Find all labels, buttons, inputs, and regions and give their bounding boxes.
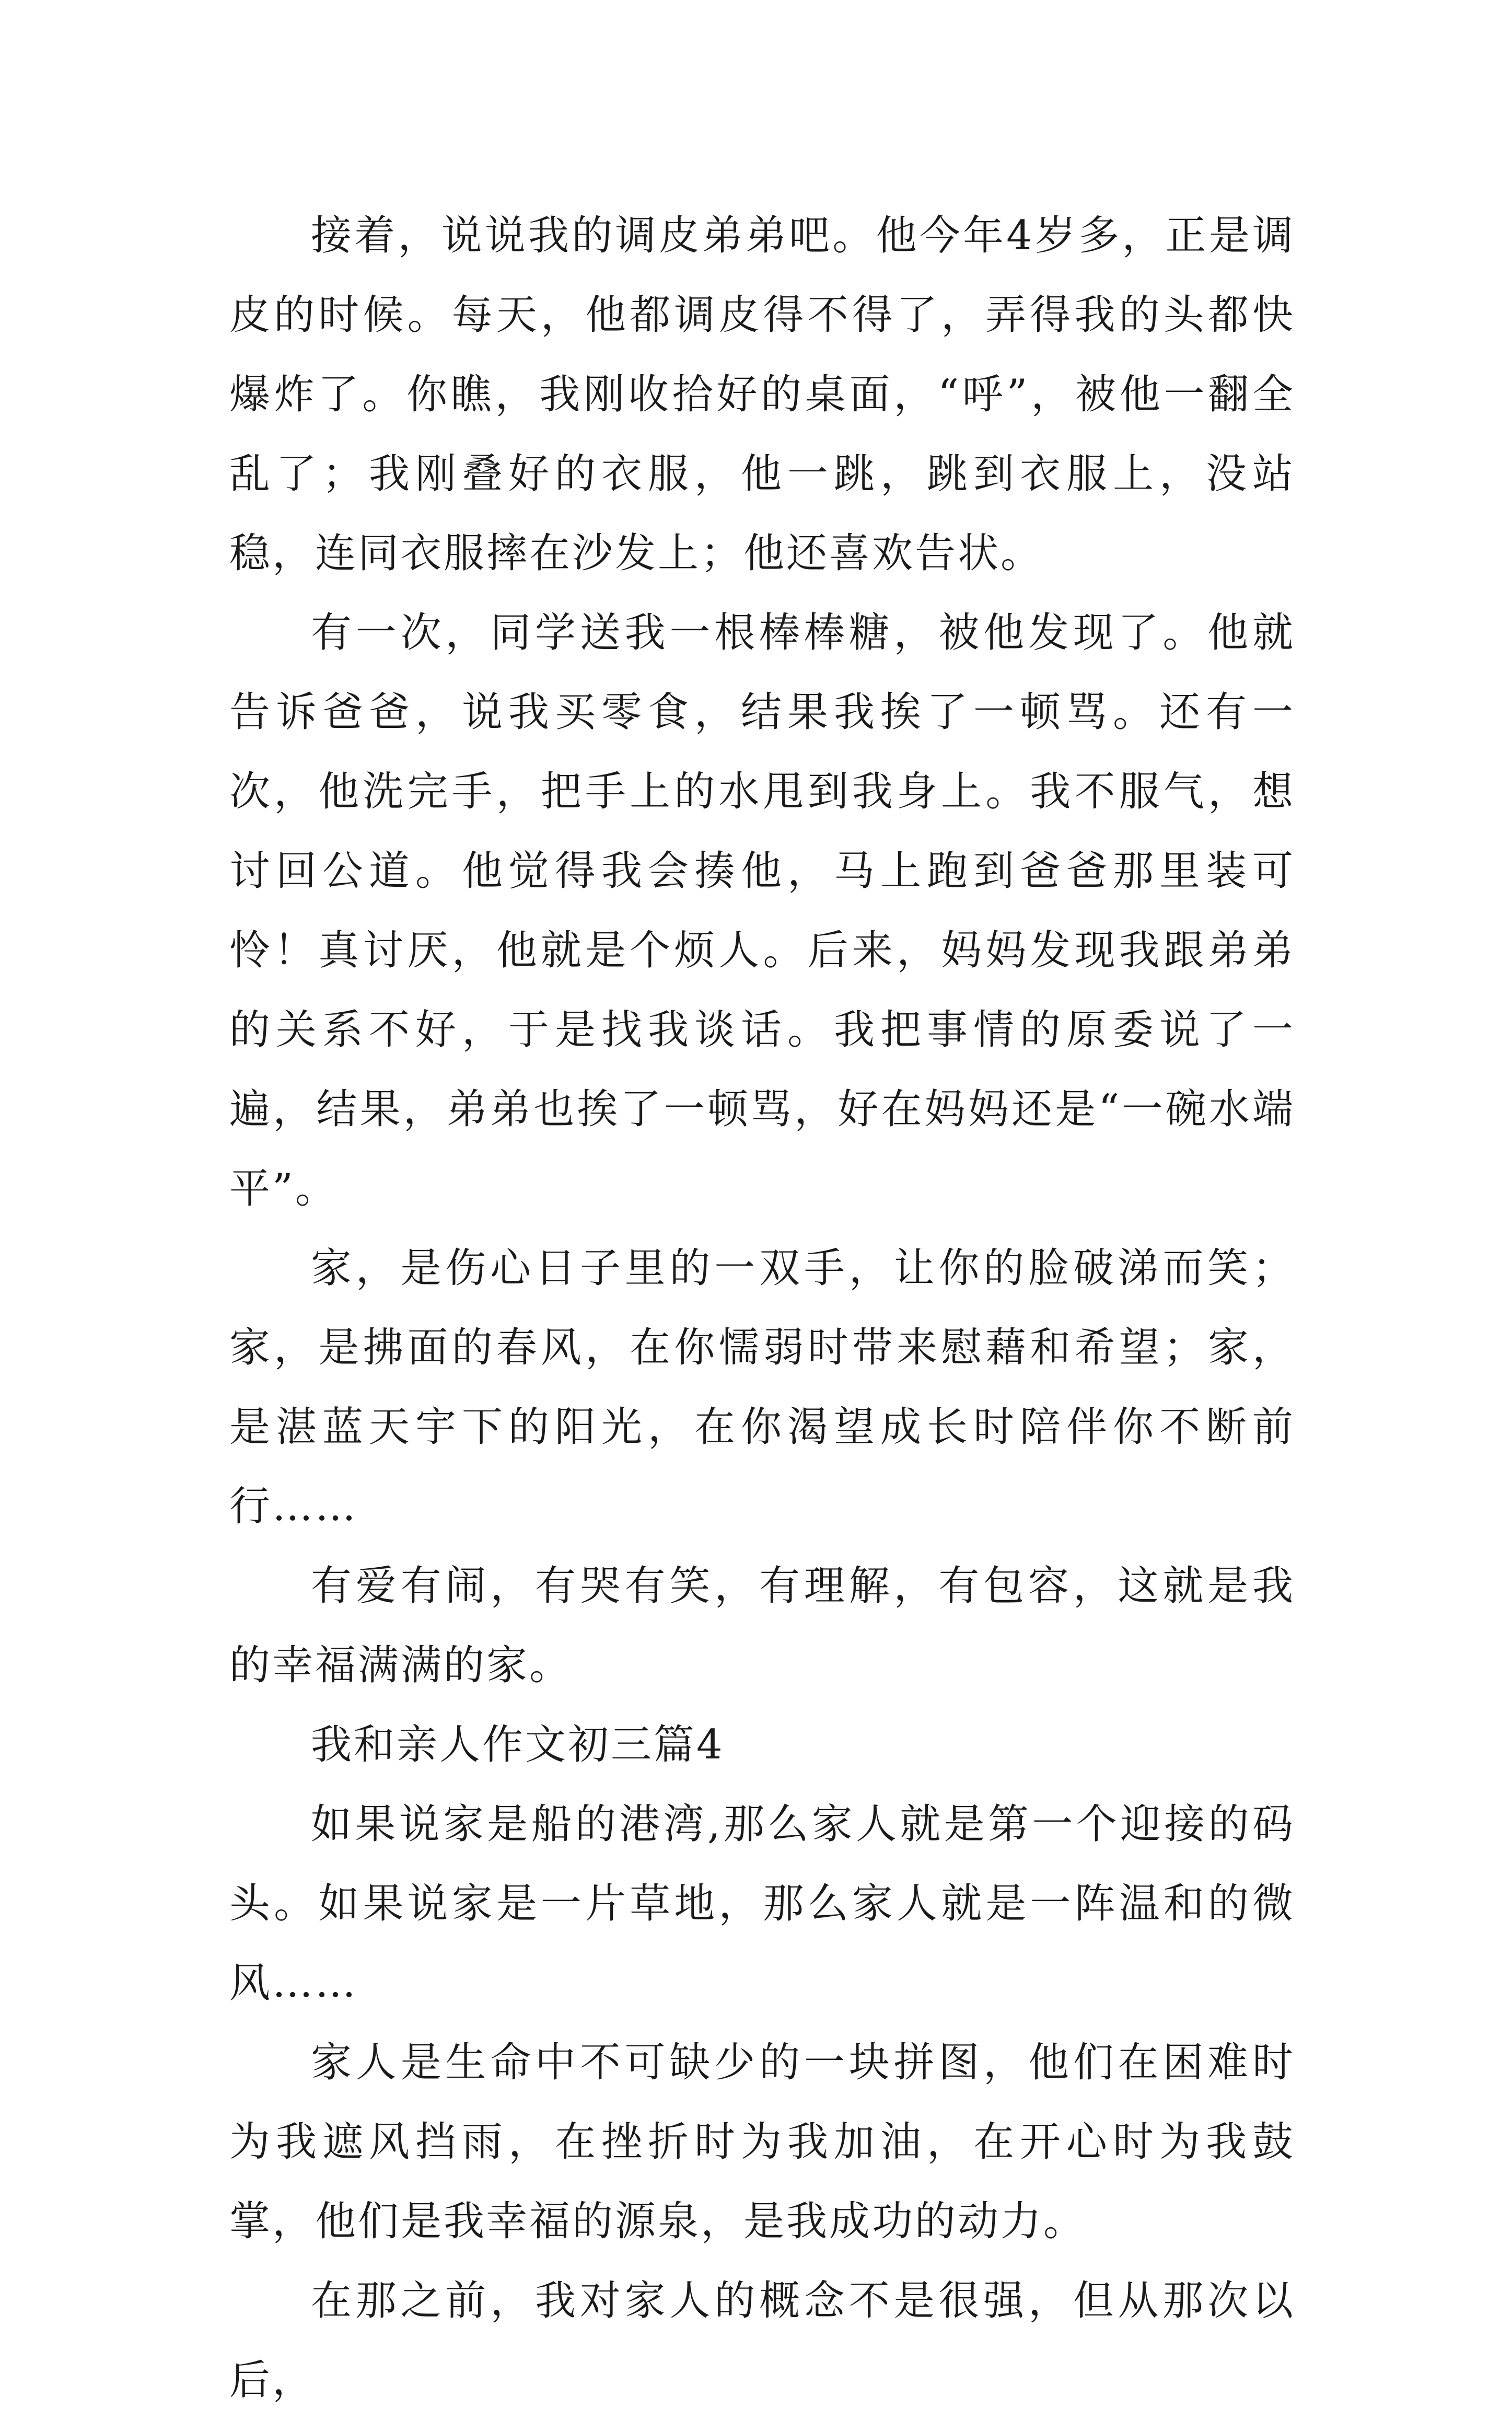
paragraph-harbor-metaphor: 如果说家是船的港湾,那么家人就是第一个迎接的码头。如果说家是一片草地，那么家人就是一阵温和的微风…… [229,1801,1295,2007]
paragraph-brother-intro: 接着，说说我的调皮弟弟吧。他今年4岁多，正是调皮的时候。每天，他都调皮得不得了，弄得我的头都快爆炸了。你瞧，我刚收拾好的桌面，“呼”，被他一翻全乱了；我刚叠好的衣服，他一跳，跳到衣服上，没站稳，连同衣服摔在沙发上；他还喜欢告状。 [229,212,1295,577]
paragraph-lollipop-story: 有一次，同学送我一根棒棒糖，被他发现了。他就告诉爸爸，说我买零食，结果我挨了一顿骂。还有一次，他洗完手，把手上的水甩到我身上。我不服气，想讨回公道。他觉得我会揍他，马上跑到爸爸那里装可怜！真讨厌，他就是个烦人。后来，妈妈发现我跟弟弟的关系不好，于是找我谈话。我把事情的原委说了一遍，结果，弟弟也挨了一顿骂，好在妈妈还是“一碗水端平”。 [229,609,1295,1212]
paragraph-home-metaphor: 家，是伤心日子里的一双手，让你的脸破涕而笑；家，是拂面的春风，在你懦弱时带来慰藉和希望；家，是湛蓝天宇下的阳光，在你渴望成长时陪伴你不断前行…… [229,1245,1295,1530]
paragraph-happy-home: 有爱有闹，有哭有笑，有理解，有包容，这就是我的幸福满满的家。 [229,1562,1295,1689]
section-title: 我和亲人作文初三篇4 [311,1721,725,1768]
paragraph-family-puzzle: 家人是生命中不可缺少的一块拼图，他们在困难时为我遮风挡雨，在挫折时为我加油，在开心时为我鼓掌，他们是我幸福的源泉，是我成功的动力。 [229,2039,1295,2245]
paragraph-before-that: 在那之前，我对家人的概念不是很强，但从那次以后， [229,2277,1295,2404]
essay-text [229,196,1295,2420]
